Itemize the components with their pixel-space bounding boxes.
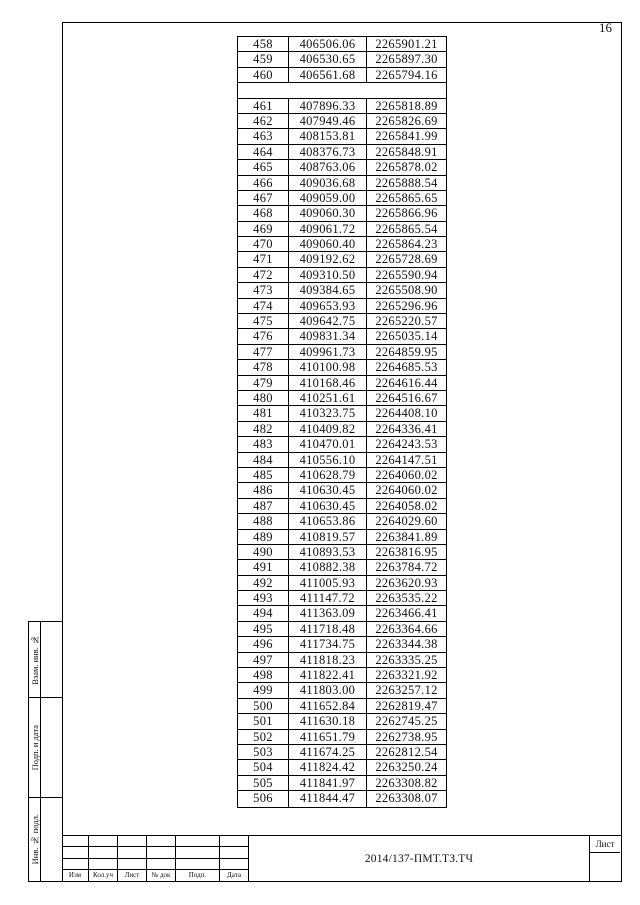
table-row	[238, 376, 446, 391]
x-coordinate-cell: 407949.46	[289, 114, 367, 128]
table-row	[238, 591, 446, 606]
y-coordinate-cell: 2264859.95	[375, 344, 438, 359]
table-row	[238, 606, 446, 621]
point-number-cell: 502	[238, 730, 289, 744]
y-coordinate-cell: 2265826.69	[375, 113, 438, 128]
x-coordinate-cell: 409653.93	[289, 299, 367, 313]
x-coordinate-cell: 411841.97	[289, 776, 367, 790]
revision-entry-cell	[118, 847, 147, 859]
sheet-column-label: Лист	[118, 870, 147, 882]
x-coordinate-cell: 411630.18	[289, 714, 367, 728]
y-coordinate-cell: 2265296.96	[375, 298, 438, 313]
stamp-row-replaced-inv	[29, 622, 62, 698]
y-coordinate-cell: 2263321.92	[375, 668, 438, 683]
doc-number-column-label: № док	[147, 870, 176, 882]
table-row	[238, 560, 446, 575]
point-number-cell: 465	[238, 160, 289, 174]
x-coordinate-cell: 411844.47	[289, 791, 367, 806]
y-coordinate-cell: 2265220.57	[375, 314, 438, 329]
point-number-cell: 474	[238, 299, 289, 313]
y-coordinate-cell: 2262812.54	[375, 744, 438, 759]
table-row	[238, 68, 446, 83]
x-coordinate-cell: 410251.61	[289, 391, 367, 405]
sheet-label: Лист	[590, 836, 620, 853]
y-coordinate-cell: 2265035.14	[375, 329, 438, 344]
coordinates-table	[237, 36, 447, 808]
signature-date-label: Подп. и дата	[29, 724, 40, 771]
point-number-cell: 467	[238, 191, 289, 205]
point-number-cell: 477	[238, 345, 289, 359]
point-number-cell: 495	[238, 622, 289, 636]
stamp-row-signature-date	[29, 698, 62, 798]
y-coordinate-cell: 2264060.02	[375, 467, 438, 482]
y-coordinate-cell: 2263466.41	[375, 606, 438, 621]
point-number-cell: 475	[238, 314, 289, 328]
x-coordinate-cell: 408376.73	[289, 145, 367, 159]
y-coordinate-cell: 2264147.51	[375, 452, 438, 467]
x-coordinate-cell: 411147.72	[289, 591, 367, 605]
y-coordinate-cell: 2263620.93	[375, 575, 438, 590]
title-block	[62, 835, 622, 882]
y-coordinate-cell: 2265878.02	[375, 160, 438, 175]
point-number-cell: 481	[238, 406, 289, 420]
point-number-cell: 490	[238, 545, 289, 559]
y-coordinate-cell: 2265864.23	[375, 237, 438, 252]
table-group-before-gap	[238, 37, 446, 83]
x-coordinate-cell: 411803.00	[289, 683, 367, 697]
point-number-cell: 484	[238, 453, 289, 467]
signature-date-field	[41, 698, 62, 797]
side-stamp	[28, 621, 62, 882]
x-coordinate-cell: 406506.06	[289, 37, 367, 51]
document-code: 2014/137-ПМТ.ТЗ.ТЧ	[364, 853, 474, 865]
y-coordinate-cell: 2263364.66	[375, 621, 438, 636]
table-row	[238, 745, 446, 760]
y-coordinate-cell: 2265728.69	[375, 252, 438, 267]
point-number-cell: 506	[238, 791, 289, 806]
stamp-row-original-inv	[29, 798, 62, 881]
y-coordinate-cell: 2264516.67	[375, 390, 438, 405]
point-number-cell: 470	[238, 237, 289, 251]
point-number-cell: 485	[238, 468, 289, 482]
point-number-cell: 480	[238, 391, 289, 405]
table-row	[238, 453, 446, 468]
revision-entry-cell	[89, 836, 118, 847]
y-coordinate-cell: 2264336.41	[375, 421, 438, 436]
x-coordinate-cell: 409961.73	[289, 345, 367, 359]
point-number-cell: 505	[238, 776, 289, 790]
table-row	[238, 360, 446, 375]
x-coordinate-cell: 409060.40	[289, 237, 367, 251]
table-row	[238, 422, 446, 437]
revision-entry-cell	[118, 836, 147, 847]
point-number-cell: 479	[238, 376, 289, 390]
x-coordinate-cell: 409192.62	[289, 252, 367, 266]
y-coordinate-cell: 2265841.99	[375, 129, 438, 144]
x-coordinate-cell: 410470.01	[289, 437, 367, 451]
table-row	[238, 576, 446, 591]
replaced-inv-field	[41, 622, 62, 697]
y-coordinate-cell: 2263535.22	[375, 591, 438, 606]
x-coordinate-cell: 410168.46	[289, 376, 367, 390]
y-coordinate-cell: 2263335.25	[375, 652, 438, 667]
table-row	[238, 268, 446, 283]
table-row	[238, 99, 446, 114]
point-number-cell: 460	[238, 68, 289, 82]
point-number-cell: 483	[238, 437, 289, 451]
x-coordinate-cell: 409036.68	[289, 176, 367, 190]
point-number-cell: 492	[238, 576, 289, 590]
quantity-column-label: Кол.уч	[89, 870, 118, 882]
table-row	[238, 191, 446, 206]
x-coordinate-cell: 409059.00	[289, 191, 367, 205]
table-row	[238, 622, 446, 637]
point-number-cell: 491	[238, 560, 289, 574]
revision-entry-cell	[220, 847, 249, 859]
revision-entry-cell	[220, 859, 249, 870]
change-column-label: Изм	[62, 870, 89, 882]
point-number-cell: 497	[238, 653, 289, 667]
point-number-cell: 472	[238, 268, 289, 282]
table-row	[238, 653, 446, 668]
point-number-cell: 466	[238, 176, 289, 190]
table-row	[238, 668, 446, 683]
table-row	[238, 252, 446, 267]
table-row	[238, 514, 446, 529]
x-coordinate-cell: 409831.34	[289, 329, 367, 343]
x-coordinate-cell: 409060.30	[289, 206, 367, 220]
table-row	[238, 683, 446, 698]
y-coordinate-cell: 2265901.21	[375, 37, 438, 51]
signature-column-label: Подп.	[176, 870, 220, 882]
table-row	[238, 345, 446, 360]
point-number-cell: 461	[238, 99, 289, 113]
revision-entry-cell	[176, 847, 220, 859]
y-coordinate-cell: 2264058.02	[375, 498, 438, 513]
revision-entry-cell	[176, 836, 220, 847]
x-coordinate-cell: 410819.57	[289, 530, 367, 544]
point-number-cell: 503	[238, 745, 289, 759]
point-number-cell: 489	[238, 530, 289, 544]
x-coordinate-cell: 410323.75	[289, 406, 367, 420]
y-coordinate-cell: 2262738.95	[375, 729, 438, 744]
replaced-inv-label: Взам. инв. №	[29, 634, 40, 685]
y-coordinate-cell: 2265865.54	[375, 221, 438, 236]
table-row	[238, 206, 446, 221]
revision-entry-cell	[89, 847, 118, 859]
y-coordinate-cell: 2263784.72	[375, 560, 438, 575]
table-group-after-gap	[238, 99, 446, 807]
table-row	[238, 483, 446, 498]
x-coordinate-cell: 406561.68	[289, 68, 367, 82]
x-coordinate-cell: 410556.10	[289, 453, 367, 467]
y-coordinate-cell: 2262819.47	[375, 698, 438, 713]
table-row	[238, 391, 446, 406]
x-coordinate-cell: 411822.41	[289, 668, 367, 682]
table-row	[238, 437, 446, 452]
point-number-cell: 499	[238, 683, 289, 697]
x-coordinate-cell: 410630.45	[289, 499, 367, 513]
revision-grid	[62, 836, 249, 882]
table-row	[238, 530, 446, 545]
table-row	[238, 329, 446, 344]
y-coordinate-cell: 2264685.53	[375, 360, 438, 375]
revision-entry-cell	[220, 836, 249, 847]
point-number-cell: 476	[238, 329, 289, 343]
point-number-cell: 500	[238, 699, 289, 713]
table-row	[238, 545, 446, 560]
y-coordinate-cell: 2263816.95	[375, 544, 438, 559]
y-coordinate-cell: 2264616.44	[375, 375, 438, 390]
document-code-area	[249, 836, 590, 882]
table-row	[238, 760, 446, 775]
table-row	[238, 129, 446, 144]
y-coordinate-cell: 2263250.24	[375, 760, 438, 775]
table-row	[238, 237, 446, 252]
x-coordinate-cell: 411651.79	[289, 730, 367, 744]
x-coordinate-cell: 410653.86	[289, 514, 367, 528]
blank-separator-row	[238, 83, 446, 98]
table-row	[238, 499, 446, 514]
stamp-label-cell	[29, 798, 41, 881]
y-coordinate-cell: 2265818.89	[375, 98, 438, 113]
table-row	[238, 52, 446, 67]
x-coordinate-cell: 408153.81	[289, 129, 367, 143]
x-coordinate-cell: 410882.38	[289, 560, 367, 574]
y-coordinate-cell: 2264408.10	[375, 406, 438, 421]
x-coordinate-cell: 411652.84	[289, 699, 367, 713]
y-coordinate-cell: 2265888.54	[375, 175, 438, 190]
x-coordinate-cell: 408763.06	[289, 160, 367, 174]
x-coordinate-cell: 410893.53	[289, 545, 367, 559]
stamp-label-cell	[29, 698, 41, 797]
point-number-cell: 459	[238, 52, 289, 66]
table-row	[238, 283, 446, 298]
x-coordinate-cell: 411005.93	[289, 576, 367, 590]
x-coordinate-cell: 411718.48	[289, 622, 367, 636]
table-row	[238, 791, 446, 806]
x-coordinate-cell: 409310.50	[289, 268, 367, 282]
point-number-cell: 464	[238, 145, 289, 159]
x-coordinate-cell: 409384.65	[289, 283, 367, 297]
revision-entry-cell	[118, 859, 147, 870]
point-number-cell: 462	[238, 114, 289, 128]
table-row	[238, 176, 446, 191]
revision-entry-cell	[62, 859, 89, 870]
sheet-number-field	[590, 853, 620, 882]
revision-entry-cell	[62, 836, 89, 847]
table-row	[238, 406, 446, 421]
point-number-cell: 486	[238, 483, 289, 497]
y-coordinate-cell: 2265848.91	[375, 144, 438, 159]
revision-entry-cell	[89, 859, 118, 870]
point-number-cell: 463	[238, 129, 289, 143]
page-number: 16	[599, 20, 612, 35]
y-coordinate-cell: 2263308.07	[375, 791, 438, 806]
x-coordinate-cell: 407896.33	[289, 99, 367, 113]
table-row	[238, 114, 446, 129]
date-column-label: Дата	[220, 870, 249, 882]
y-coordinate-cell: 2263308.82	[375, 775, 438, 790]
y-coordinate-cell: 2265508.90	[375, 283, 438, 298]
y-coordinate-cell: 2264060.02	[375, 483, 438, 498]
stamp-label-cell	[29, 622, 41, 697]
x-coordinate-cell: 410100.98	[289, 360, 367, 374]
x-coordinate-cell: 411363.09	[289, 606, 367, 620]
table-row	[238, 714, 446, 729]
x-coordinate-cell: 411734.75	[289, 637, 367, 651]
original-inv-field	[41, 798, 62, 881]
point-number-cell: 487	[238, 499, 289, 513]
y-coordinate-cell: 2263257.12	[375, 683, 438, 698]
x-coordinate-cell: 410409.82	[289, 422, 367, 436]
point-number-cell: 496	[238, 637, 289, 651]
point-number-cell: 458	[238, 37, 289, 51]
point-number-cell: 501	[238, 714, 289, 728]
y-coordinate-cell: 2262745.25	[375, 714, 438, 729]
revision-entry-cell	[62, 847, 89, 859]
x-coordinate-cell: 410628.79	[289, 468, 367, 482]
y-coordinate-cell: 2265590.94	[375, 267, 438, 282]
y-coordinate-cell: 2265865.65	[375, 190, 438, 205]
x-coordinate-cell: 410630.45	[289, 483, 367, 497]
x-coordinate-cell: 409642.75	[289, 314, 367, 328]
y-coordinate-cell: 2265897.30	[375, 52, 438, 67]
point-number-cell: 469	[238, 222, 289, 236]
y-coordinate-cell: 2265794.16	[375, 67, 438, 82]
table-row	[238, 222, 446, 237]
y-coordinate-cell: 2264029.60	[375, 514, 438, 529]
point-number-cell: 473	[238, 283, 289, 297]
table-row	[238, 468, 446, 483]
table-row	[238, 314, 446, 329]
revision-entry-cell	[147, 859, 176, 870]
table-row	[238, 637, 446, 652]
table-row	[238, 776, 446, 791]
x-coordinate-cell: 411824.42	[289, 760, 367, 774]
point-number-cell: 488	[238, 514, 289, 528]
original-inv-label: Инв. № подл.	[29, 814, 40, 865]
revision-entry-cell	[147, 847, 176, 859]
y-coordinate-cell: 2265866.96	[375, 206, 438, 221]
x-coordinate-cell: 409061.72	[289, 222, 367, 236]
table-row	[238, 730, 446, 745]
point-number-cell: 478	[238, 360, 289, 374]
y-coordinate-cell: 2264243.53	[375, 437, 438, 452]
table-row	[238, 160, 446, 175]
table-row	[238, 299, 446, 314]
revision-entry-cell	[176, 859, 220, 870]
point-number-cell: 482	[238, 422, 289, 436]
revision-entry-cell	[147, 836, 176, 847]
table-row	[238, 145, 446, 160]
y-coordinate-cell: 2263344.38	[375, 637, 438, 652]
point-number-cell: 504	[238, 760, 289, 774]
point-number-cell: 471	[238, 252, 289, 266]
point-number-cell: 494	[238, 606, 289, 620]
table-row	[238, 37, 446, 52]
y-coordinate-cell: 2263841.89	[375, 529, 438, 544]
point-number-cell: 468	[238, 206, 289, 220]
point-number-cell: 493	[238, 591, 289, 605]
x-coordinate-cell: 406530.65	[289, 52, 367, 66]
point-number-cell: 498	[238, 668, 289, 682]
table-row	[238, 699, 446, 714]
x-coordinate-cell: 411674.25	[289, 745, 367, 759]
x-coordinate-cell: 411818.23	[289, 653, 367, 667]
sheet-box	[590, 836, 620, 882]
